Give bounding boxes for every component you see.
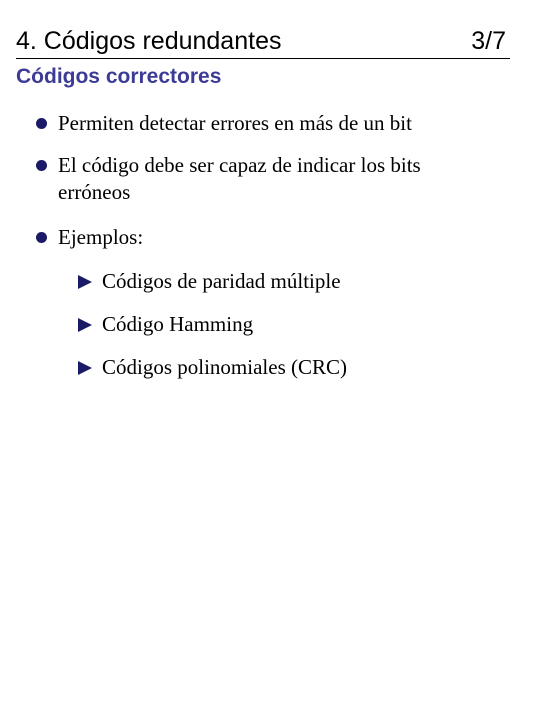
bullet-text: Ejemplos: [58,225,144,249]
sub-bullet-text: Códigos de paridad múltiple [102,269,341,293]
slide-header [16,24,510,59]
triangle-bullet-icon [78,361,92,375]
bullet-text: Permiten detectar errores en más de un bit [58,111,412,135]
section-subtitle: Códigos correctores [16,65,222,88]
bullet-text: El código debe ser capaz de indicar los bits erróneos [58,153,421,204]
triangle-bullet-icon [78,275,92,289]
sub-bullet-text: Código Hamming [102,312,254,336]
round-bullet-icon [36,232,47,243]
page-number: 3/7 [471,27,506,55]
round-bullet-icon [36,118,47,129]
slide-title: 4. Códigos redundantes [16,27,282,55]
triangle-bullet-icon [78,318,92,332]
sub-bullet-text: Códigos polinomiales (CRC) [102,355,348,379]
round-bullet-icon [36,160,47,171]
